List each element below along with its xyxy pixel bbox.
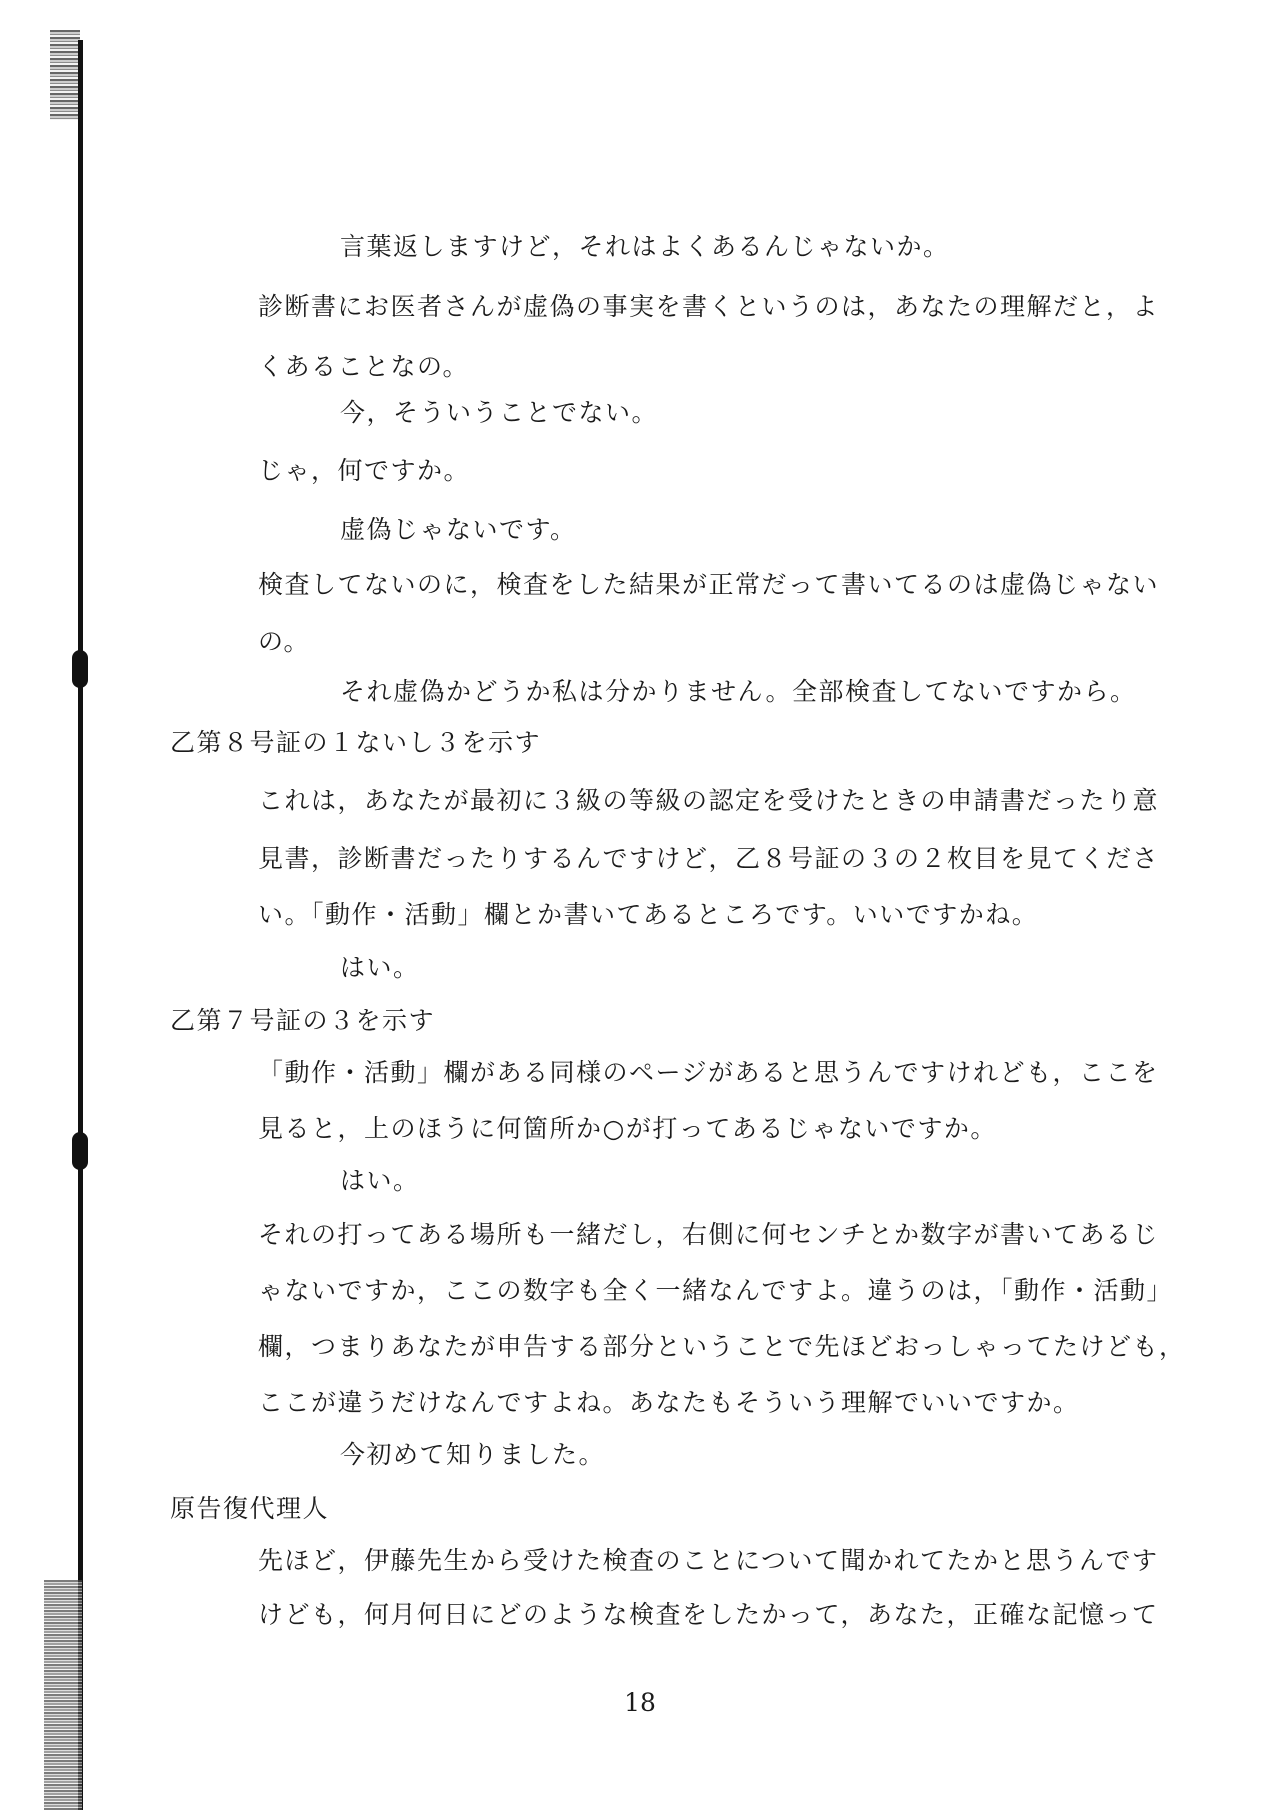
question-line: 見ると，上のほうに何箇所か○が打ってあるじゃないですか。 bbox=[258, 1114, 997, 1143]
question-line: 欄，つまりあなたが申告する部分ということで先ほどおっしゃってたけども， bbox=[258, 1332, 1186, 1361]
question-line: の。 bbox=[258, 627, 311, 656]
question-line: くあることなの。 bbox=[258, 352, 470, 381]
binding-edge-line bbox=[78, 40, 83, 1810]
question-line: ここが違うだけなんですよね。あなたもそういう理解でいいですか。 bbox=[258, 1388, 1080, 1417]
question-line: い。「動作・活動」欄とか書いてあるところです。いいですかね。 bbox=[258, 900, 1039, 929]
question-line: ゃないですか，ここの数字も全く一緒なんですよ。違うのは，「動作・活動」 bbox=[258, 1276, 1174, 1305]
question-line: じゃ，何ですか。 bbox=[258, 456, 471, 485]
question-line: 「動作・活動」欄がある同様のページがあると思うんですけれども，ここを bbox=[258, 1058, 1159, 1087]
binding-artifact-top bbox=[50, 30, 80, 120]
punch-hole-lower bbox=[72, 1132, 88, 1170]
question-line: これは，あなたが最初に３級の等級の認定を受けたときの申請書だったり意 bbox=[258, 786, 1160, 815]
answer-line: 虚偽じゃないです。 bbox=[340, 515, 577, 544]
answer-line: はい。 bbox=[340, 1166, 420, 1195]
answer-line: はい。 bbox=[340, 953, 420, 982]
question-line: 検査してないのに，検査をした結果が正常だって書いてるのは虚偽じゃない bbox=[258, 570, 1160, 599]
answer-line: 言葉返しますけど，それはよくあるんじゃないか。 bbox=[340, 232, 950, 261]
question-line: けども，何月何日にどのような検査をしたかって，あなた，正確な記憶って bbox=[258, 1600, 1159, 1629]
answer-line: 今初めて知りました。 bbox=[340, 1440, 606, 1469]
answer-line: 今，そういうことでない。 bbox=[340, 398, 659, 427]
exhibit-note: 乙第８号証の１ないし３を示す bbox=[170, 728, 542, 757]
question-line: 先ほど，伊藤先生から受けた検査のことについて聞かれてたかと思うんです bbox=[258, 1546, 1159, 1575]
question-line: 診断書にお医者さんが虚偽の事実を書くというのは，あなたの理解だと，よ bbox=[258, 292, 1160, 321]
question-line: 見書，診断書だったりするんですけど，乙８号証の３の２枚目を見てくださ bbox=[258, 844, 1160, 873]
punch-hole-upper bbox=[72, 650, 88, 688]
page-number: 18 bbox=[624, 1688, 656, 1717]
question-line: それの打ってある場所も一緒だし，右側に何センチとか数字が書いてあるじ bbox=[258, 1220, 1160, 1249]
answer-line: それ虚偽かどうか私は分かりません。全部検査してないですから。 bbox=[340, 677, 1137, 706]
exhibit-note: 乙第７号証の３を示す bbox=[170, 1006, 436, 1035]
speaker-heading: 原告復代理人 bbox=[170, 1494, 330, 1523]
